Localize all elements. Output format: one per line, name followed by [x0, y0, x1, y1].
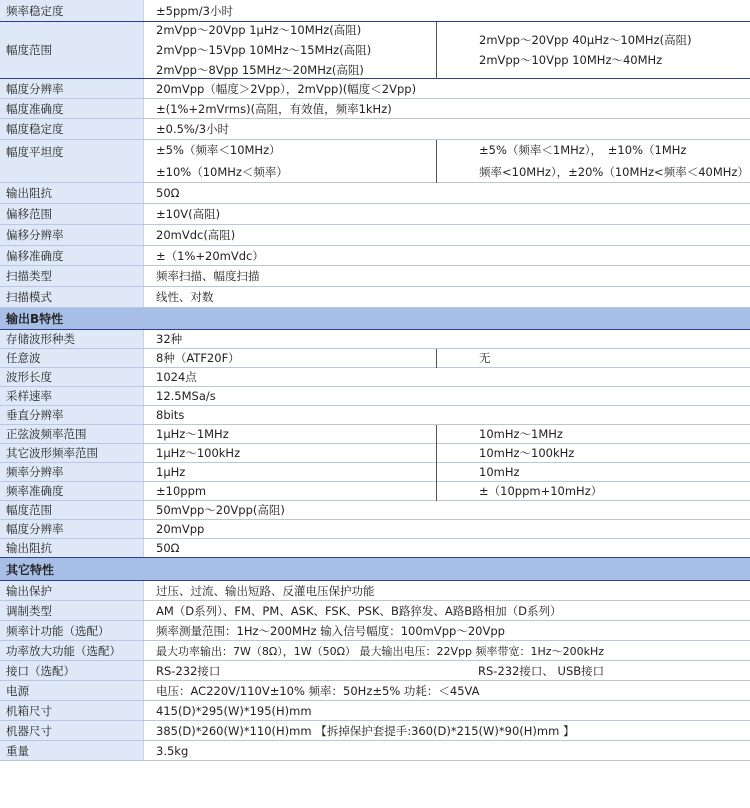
row-value-alt: 10mHz — [436, 463, 750, 482]
row-label: 功率放大功能（选配） — [0, 641, 144, 660]
spec-row — [0, 520, 750, 539]
row-label: 波形长度 — [0, 368, 144, 386]
spec-row — [0, 661, 750, 681]
row-value-alt — [436, 140, 750, 183]
row-label: 输出阻抗 — [0, 539, 144, 557]
row-value-alt: 无 — [436, 349, 750, 368]
spec-row — [0, 99, 750, 119]
row-label: 电源 — [0, 681, 144, 700]
spec-row — [0, 601, 750, 621]
row-label: 幅度范围 — [0, 22, 144, 78]
row-label: 幅度准确度 — [0, 99, 144, 118]
row-label: 偏移范围 — [0, 204, 144, 224]
spec-row — [0, 444, 750, 463]
row-value: 电压：AC220V/110V±10% 频率：50Hz±5% 功耗：＜45VA — [156, 683, 480, 698]
spec-row — [0, 539, 750, 558]
spec-row — [0, 406, 750, 425]
row-label: 幅度平坦度 — [0, 140, 144, 182]
row-value-alt — [436, 22, 750, 79]
row-value: 过压、过流、输出短路、反灌电压保护功能 — [156, 583, 375, 598]
row-label: 输出阻抗 — [0, 183, 144, 203]
row-label: 频率计功能（选配） — [0, 621, 144, 640]
row-label: 接口（选配） — [0, 661, 144, 680]
row-label: 扫描模式 — [0, 287, 144, 307]
row-value: 20mVpp — [156, 522, 205, 536]
value-line: 2mVpp～15Vpp 10MHz～15MHz(高阻) — [156, 43, 372, 57]
row-value: 1024点 — [156, 370, 197, 384]
row-label: 输出保护 — [0, 581, 144, 600]
spec-row — [0, 368, 750, 387]
spec-row — [0, 330, 750, 349]
row-label: 幅度分辨率 — [0, 520, 144, 538]
spec-row — [0, 287, 750, 308]
row-value: 线性、对数 — [156, 290, 214, 304]
spec-row — [0, 349, 750, 368]
row-value-alt: 10mHz～1MHz — [436, 425, 750, 444]
row-value: ±(1%+2mVrms)(高阻，有效值，频率1kHz) — [156, 101, 392, 116]
spec-row — [0, 22, 750, 79]
value-line: ±10%（10MHz＜频率） — [156, 165, 288, 179]
row-label: 幅度分辨率 — [0, 79, 144, 98]
row-label: 扫描类型 — [0, 266, 144, 286]
spec-row — [0, 425, 750, 444]
row-label: 正弦波频率范围 — [0, 425, 144, 443]
row-label: 频率稳定度 — [0, 0, 144, 21]
row-label: 机箱尺寸 — [0, 701, 144, 720]
spec-row — [0, 0, 750, 22]
spec-row — [0, 701, 750, 721]
spec-row — [0, 482, 750, 501]
row-label: 幅度范围 — [0, 501, 144, 519]
row-value: AM（D系列）、FM、PM、ASK、FSK、PSK、B路猝发、A路B路相加（D系列） — [156, 603, 562, 618]
value-line: ±5%（频率＜1MHz）， ±10%（1MHz — [479, 143, 687, 157]
row-value — [144, 142, 436, 180]
section-title-other: 其它特性 — [0, 558, 750, 581]
row-value: ±5ppm/3小时 — [156, 3, 233, 18]
row-value: 8种（ATF20F） — [156, 351, 240, 365]
row-value: 415(D)*295(W)*195(H)mm — [156, 703, 312, 718]
spec-row — [0, 225, 750, 246]
row-value: 50Ω — [156, 186, 180, 200]
row-value: 8bits — [156, 408, 185, 422]
row-value — [144, 22, 436, 78]
value-line: 2mVpp～20Vpp 40μHz～10MHz(高阻) — [479, 33, 692, 47]
spec-row — [0, 741, 750, 761]
row-value: 20mVpp（幅度＞2Vpp），2mVpp)(幅度＜2Vpp) — [156, 81, 417, 96]
value-line: 2mVpp～8Vpp 15MHz～20MHz(高阻) — [156, 63, 364, 77]
row-value: 1μHz～1MHz — [156, 427, 229, 441]
row-value: 1μHz～100kHz — [156, 446, 241, 460]
row-value: 3.5kg — [156, 743, 189, 758]
row-value: 12.5MSa/s — [156, 389, 216, 403]
row-value: ±10ppm — [156, 484, 207, 498]
row-label: 采样速率 — [0, 387, 144, 405]
value-line: ±5%（频率＜10MHz） — [156, 143, 281, 157]
row-value: 频率测量范围：1Hz～200MHz 输入信号幅度：100mVpp～20Vpp — [156, 623, 505, 638]
row-value: 50mVpp～20Vpp(高阻) — [156, 503, 285, 517]
spec-row — [0, 681, 750, 701]
row-value-alt: RS-232接口、 USB接口 — [478, 663, 605, 678]
row-value: 385(D)*260(W)*110(H)mm 【拆掉保护套提手:360(D)*215(W)*90(H)mm 】 — [156, 723, 575, 738]
row-value: ±10V(高阻) — [156, 207, 221, 221]
spec-row — [0, 641, 750, 661]
row-label: 重量 — [0, 741, 144, 760]
row-value: RS-232接口 — [156, 663, 221, 678]
row-label: 任意波 — [0, 349, 144, 367]
spec-row — [0, 501, 750, 520]
spec-row — [0, 204, 750, 225]
spec-row — [0, 246, 750, 266]
row-value: 最大功率输出：7W（8Ω），1W（50Ω） 最大输出电压：22Vpp 频率带宽：1Hz～200kHz — [156, 644, 604, 658]
row-label: 调制类型 — [0, 601, 144, 620]
row-value: ±0.5%/3小时 — [156, 122, 230, 136]
row-value: 32种 — [156, 332, 183, 346]
row-value: 1μHz — [156, 465, 186, 479]
spec-row — [0, 183, 750, 204]
spec-row — [0, 387, 750, 406]
value-line: 频率<10MHz），±20%（10MHz<频率＜40MHz） — [479, 165, 749, 179]
spec-row — [0, 463, 750, 482]
spec-row — [0, 581, 750, 601]
row-label: 幅度稳定度 — [0, 119, 144, 139]
row-value: 20mVdc(高阻) — [156, 228, 236, 242]
row-label: 存储波形种类 — [0, 330, 144, 348]
row-label: 其它波形频率范围 — [0, 444, 144, 462]
spec-row — [0, 721, 750, 741]
row-value: 频率扫描、幅度扫描 — [156, 269, 260, 283]
row-value-alt: 10mHz～100kHz — [436, 444, 750, 463]
row-label: 垂直分辨率 — [0, 406, 144, 424]
value-line: 2mVpp～10Vpp 10MHz～40MHz — [479, 53, 663, 67]
spec-row — [0, 621, 750, 641]
row-label: 偏移分辨率 — [0, 225, 144, 245]
row-value-alt: ±（10ppm+10mHz） — [436, 482, 750, 501]
row-label: 偏移准确度 — [0, 246, 144, 265]
row-label: 频率准确度 — [0, 482, 144, 500]
spec-row — [0, 266, 750, 287]
section-title-output-b: 输出B特性 — [0, 308, 750, 330]
spec-row — [0, 140, 750, 183]
row-label: 频率分辨率 — [0, 463, 144, 481]
row-label: 机器尺寸 — [0, 721, 144, 740]
row-value: 50Ω — [156, 541, 180, 555]
row-value: ±（1%+20mVdc） — [156, 248, 264, 263]
spec-row — [0, 79, 750, 99]
value-line: 2mVpp～20Vpp 1μHz～10MHz(高阻) — [156, 23, 362, 37]
spec-row — [0, 119, 750, 140]
